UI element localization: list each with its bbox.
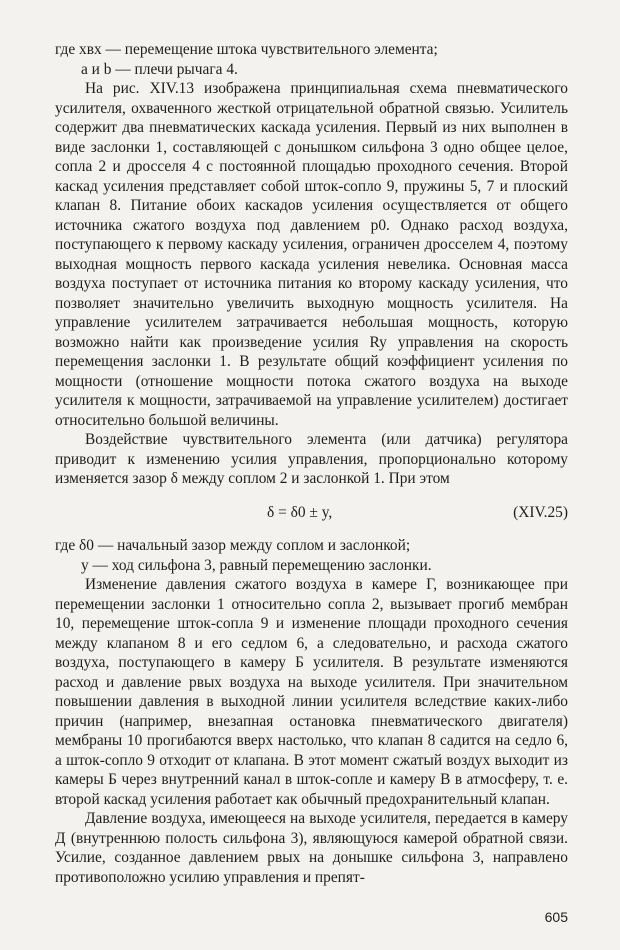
paragraph-feedback-chamber: Давление воздуха, имеющееся на выходе усилителя, передается в камеру Д (внутреннюю полость сильфона 3), являющуюся камерой обратной связи. Усилие, созданное давлением pвых на донышке сильфона 3, направлено противоположно усилию управления и препят- [55,810,568,886]
paragraph-bellows-stroke: y — ход сильфона 3, равный перемещению заслонки. [81,556,432,574]
equation: δ = δ0 ± y, [267,503,333,521]
paragraph-where-delta0: где δ0 — начальный зазор между соплом и заслонкой; [55,537,411,554]
paragraph-sensor-effect: Воздействие чувствительного элемента (или датчика) регулятора приводит к изменению усилия управления, пропорционально которому изменяется зазор δ между соплом 2 и заслонкой 1. При этом [55,431,568,487]
paragraph-where-xin: где xвх — перемещение штока чувствительного элемента; [55,41,438,58]
paragraph-lever-arms: a и b — плечи рычага 4. [81,60,238,78]
equation-block [55,503,568,523]
equation-number: (XIV.25) [513,503,568,521]
paragraph-amplifier-description: На рис. XIV.13 изображена принципиальная схема пневматического усилителя, охваченного жесткой отрицательной обратной связью. Усилитель содержит два пневматических каскада усиления. Первый из них выполнен в виде заслонки 1, составляющей с донышком сильфона 3 одно общее целое, сопла 2 и дросселя 4 с постоянной площадью проходного сечения. Второй каскад усиления представляет собой шток-сопло 9, пружины 5, 7 и плоский клапан 8. Питание обоих каскадов усиления осуществляется от общего источника сжатого воздуха под давлением p0. Однако расход воздуха, поступающего к первому каскаду усиления, ограничен дросселем 4, поэтому выходная мощность первого каскада усиления невелика. Основная масса воздуха поступает от источника питания ко второму каскаду усиления, что позволяет значительно увеличить выходную мощность усилителя. На управление усилителем затрачивается небольшая мощность, которую возможно найти как произведение усилия Ry управления на скорость перемещения заслонки 1. В результате общий коэффициент усиления по мощности (отношение мощности потока сжатого воздуха на выходе усилителя к мощности, затрачиваемой на управление усилителем) достигает относительно большой величины. [55,80,568,429]
page-number: 605 [544,909,568,925]
paragraph-pressure-change: Изменение давления сжатого воздуха в камере Г, возникающее при перемещении заслонки 1 относительно сопла 2, вызывает прогиб мембран 10, перемещение шток-сопла 9 и изменение площади проходного сечения между клапаном 8 и его седлом 6, а следовательно, и расхода сжатого воздуха, поступающего в камеру Б усилителя. В результате изменяются расход и давление pвых воздуха на выходе усилителя. При значительном повышении давления в выходной линии усилителя вследствие каких-либо причин (например, внезапная остановка пневматического двигателя) мембраны 10 прогибаются вверх настолько, что клапан 8 садится на седло 6, а шток-сопло 9 отходит от клапана. В этот момент сжатый воздух выходит из камеры Б через внутренний канал в шток-сопле и камеру В в атмосферу, т. е. второй каскад усиления работает как обычный предохранительный клапан. [55,576,568,808]
